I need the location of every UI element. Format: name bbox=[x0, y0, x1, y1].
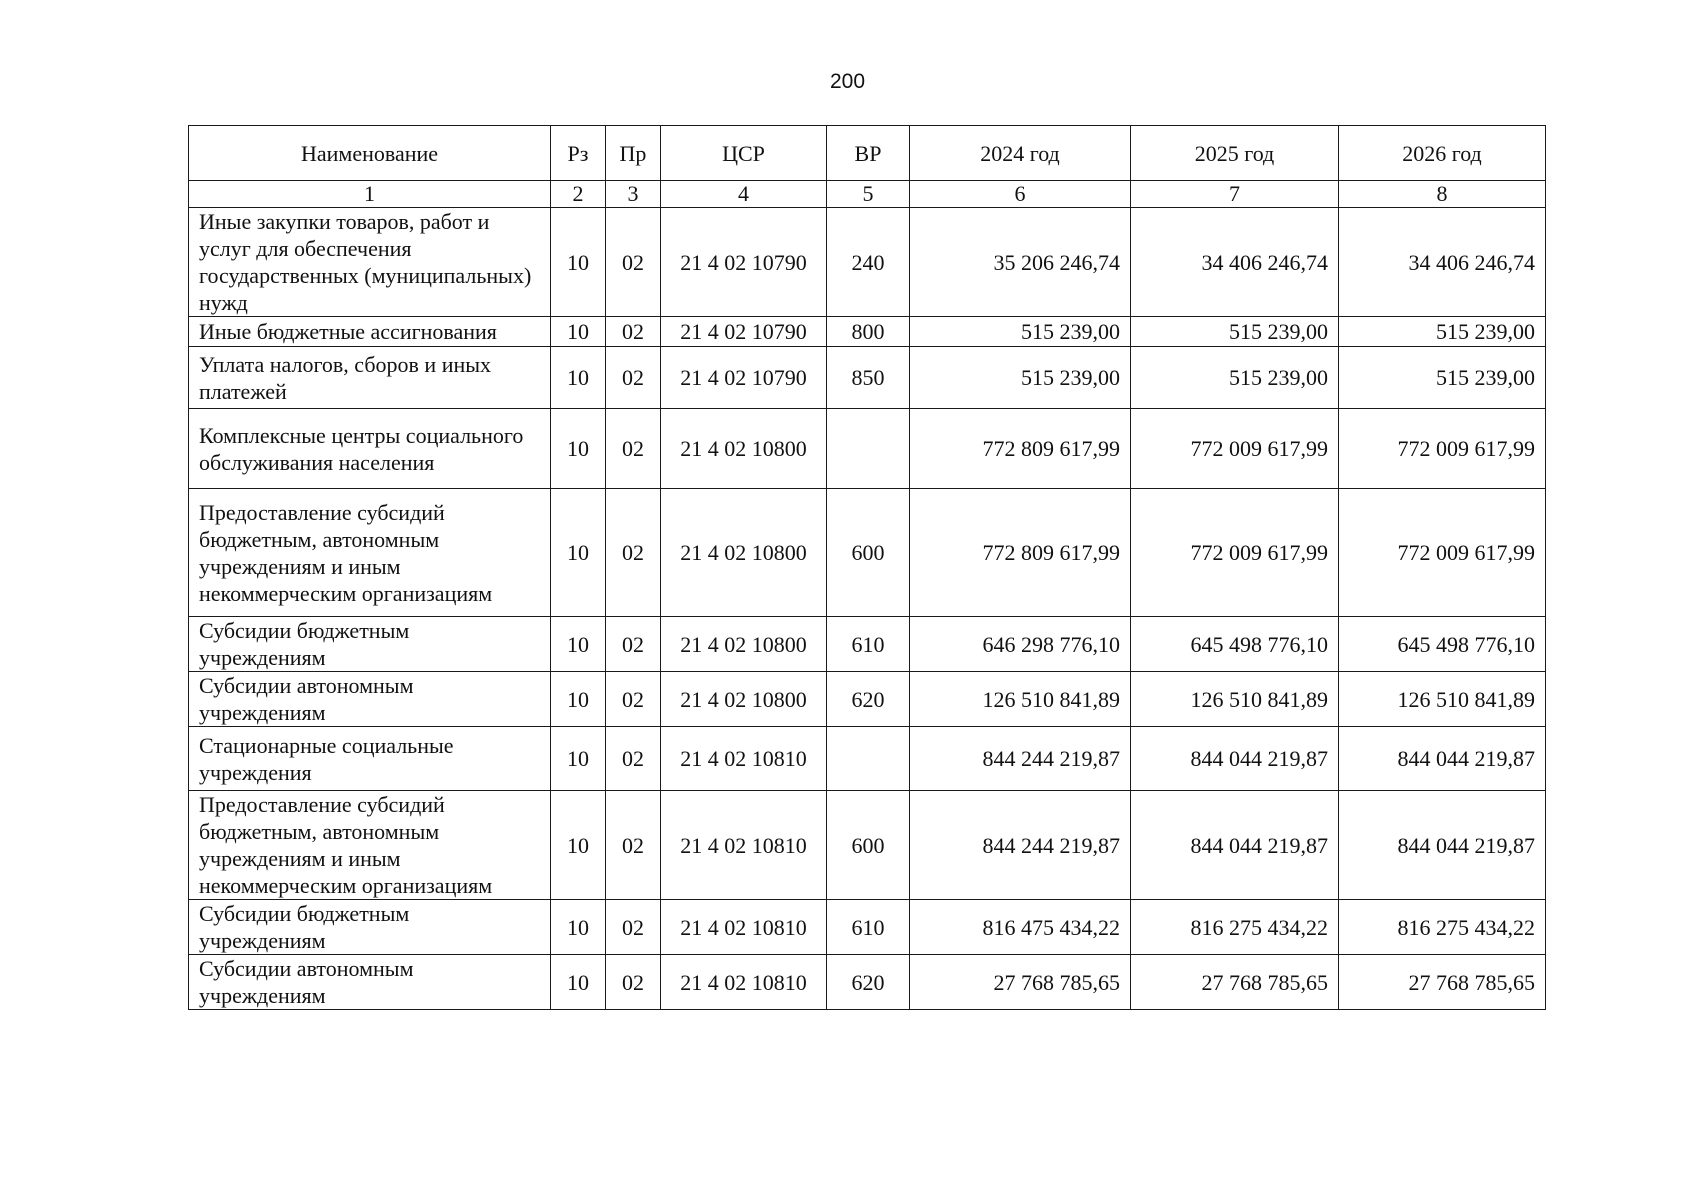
column-number: 4 bbox=[661, 181, 827, 208]
cell-2025: 27 768 785,65 bbox=[1131, 955, 1339, 1010]
cell-pr: 02 bbox=[606, 208, 661, 317]
header-csr: ЦСР bbox=[661, 126, 827, 181]
header-2024: 2024 год bbox=[910, 126, 1131, 181]
cell-2024: 515 239,00 bbox=[910, 317, 1131, 347]
cell-rz: 10 bbox=[551, 617, 606, 672]
cell-pr: 02 bbox=[606, 409, 661, 489]
cell-pr: 02 bbox=[606, 672, 661, 727]
header-2026: 2026 год bbox=[1339, 126, 1546, 181]
cell-rz: 10 bbox=[551, 672, 606, 727]
table-row bbox=[189, 208, 1546, 317]
cell-rz: 10 bbox=[551, 317, 606, 347]
cell-2024: 772 809 617,99 bbox=[910, 409, 1131, 489]
cell-vr bbox=[827, 727, 910, 791]
cell-vr: 600 bbox=[827, 489, 910, 617]
cell-vr: 800 bbox=[827, 317, 910, 347]
cell-vr: 610 bbox=[827, 900, 910, 955]
table-row bbox=[189, 489, 1546, 617]
cell-2024: 844 244 219,87 bbox=[910, 791, 1131, 900]
cell-pr: 02 bbox=[606, 317, 661, 347]
column-number: 2 bbox=[551, 181, 606, 208]
cell-csr: 21 4 02 10810 bbox=[661, 791, 827, 900]
cell-2026: 126 510 841,89 bbox=[1339, 672, 1546, 727]
cell-pr: 02 bbox=[606, 900, 661, 955]
cell-2024: 772 809 617,99 bbox=[910, 489, 1131, 617]
cell-2026: 27 768 785,65 bbox=[1339, 955, 1546, 1010]
cell-vr bbox=[827, 409, 910, 489]
cell-rz: 10 bbox=[551, 955, 606, 1010]
cell-name: Предоставление субсидий бюджетным, автономным учреждениям и иным некоммерческим организациям bbox=[189, 489, 551, 617]
cell-2026: 515 239,00 bbox=[1339, 317, 1546, 347]
cell-name: Предоставление субсидий бюджетным, автономным учреждениям и иным некоммерческим организациям bbox=[189, 791, 551, 900]
cell-2026: 34 406 246,74 bbox=[1339, 208, 1546, 317]
cell-rz: 10 bbox=[551, 347, 606, 409]
cell-name: Комплексные центры социального обслуживания населения bbox=[189, 409, 551, 489]
cell-2026: 816 275 434,22 bbox=[1339, 900, 1546, 955]
cell-pr: 02 bbox=[606, 955, 661, 1010]
cell-2024: 515 239,00 bbox=[910, 347, 1131, 409]
table-row bbox=[189, 955, 1546, 1010]
budget-table bbox=[188, 125, 1546, 1010]
header-pr: Пр bbox=[606, 126, 661, 181]
cell-2024: 844 244 219,87 bbox=[910, 727, 1131, 791]
cell-name: Иные закупки товаров, работ и услуг для обеспечения государственных (муниципальных) нужд bbox=[189, 208, 551, 317]
column-number-row bbox=[189, 181, 1546, 208]
cell-rz: 10 bbox=[551, 791, 606, 900]
cell-name: Иные бюджетные ассигнования bbox=[189, 317, 551, 347]
column-number: 8 bbox=[1339, 181, 1546, 208]
header-vr: ВР bbox=[827, 126, 910, 181]
cell-name: Субсидии автономным учреждениям bbox=[189, 672, 551, 727]
column-number: 1 bbox=[189, 181, 551, 208]
cell-pr: 02 bbox=[606, 727, 661, 791]
header-rz: Рз bbox=[551, 126, 606, 181]
cell-2025: 645 498 776,10 bbox=[1131, 617, 1339, 672]
cell-2026: 844 044 219,87 bbox=[1339, 791, 1546, 900]
cell-name: Субсидии бюджетным учреждениям bbox=[189, 617, 551, 672]
column-number: 5 bbox=[827, 181, 910, 208]
header-row bbox=[189, 126, 1546, 181]
table-row bbox=[189, 900, 1546, 955]
column-number: 3 bbox=[606, 181, 661, 208]
cell-vr: 620 bbox=[827, 955, 910, 1010]
cell-rz: 10 bbox=[551, 900, 606, 955]
cell-2024: 646 298 776,10 bbox=[910, 617, 1131, 672]
cell-csr: 21 4 02 10790 bbox=[661, 347, 827, 409]
cell-csr: 21 4 02 10800 bbox=[661, 672, 827, 727]
table-body bbox=[189, 208, 1546, 1010]
cell-2025: 772 009 617,99 bbox=[1131, 489, 1339, 617]
cell-rz: 10 bbox=[551, 409, 606, 489]
table-header bbox=[189, 126, 1546, 208]
cell-name: Субсидии автономным учреждениям bbox=[189, 955, 551, 1010]
cell-pr: 02 bbox=[606, 347, 661, 409]
cell-rz: 10 bbox=[551, 208, 606, 317]
cell-vr: 600 bbox=[827, 791, 910, 900]
cell-2025: 515 239,00 bbox=[1131, 317, 1339, 347]
table-row bbox=[189, 347, 1546, 409]
cell-vr: 610 bbox=[827, 617, 910, 672]
cell-2026: 772 009 617,99 bbox=[1339, 489, 1546, 617]
cell-name: Уплата налогов, сборов и иных платежей bbox=[189, 347, 551, 409]
cell-2026: 515 239,00 bbox=[1339, 347, 1546, 409]
cell-2025: 34 406 246,74 bbox=[1131, 208, 1339, 317]
cell-csr: 21 4 02 10800 bbox=[661, 489, 827, 617]
table-row bbox=[189, 791, 1546, 900]
cell-2025: 515 239,00 bbox=[1131, 347, 1339, 409]
cell-2024: 35 206 246,74 bbox=[910, 208, 1131, 317]
column-number: 7 bbox=[1131, 181, 1339, 208]
table-row bbox=[189, 617, 1546, 672]
cell-2025: 772 009 617,99 bbox=[1131, 409, 1339, 489]
table-row bbox=[189, 727, 1546, 791]
table-row bbox=[189, 672, 1546, 727]
header-2025: 2025 год bbox=[1131, 126, 1339, 181]
cell-rz: 10 bbox=[551, 727, 606, 791]
cell-2024: 126 510 841,89 bbox=[910, 672, 1131, 727]
cell-2024: 27 768 785,65 bbox=[910, 955, 1131, 1010]
cell-vr: 620 bbox=[827, 672, 910, 727]
cell-2025: 844 044 219,87 bbox=[1131, 791, 1339, 900]
cell-2025: 126 510 841,89 bbox=[1131, 672, 1339, 727]
cell-pr: 02 bbox=[606, 791, 661, 900]
cell-vr: 240 bbox=[827, 208, 910, 317]
table-row bbox=[189, 409, 1546, 489]
cell-csr: 21 4 02 10800 bbox=[661, 409, 827, 489]
cell-2025: 816 275 434,22 bbox=[1131, 900, 1339, 955]
cell-csr: 21 4 02 10810 bbox=[661, 727, 827, 791]
cell-name: Субсидии бюджетным учреждениям bbox=[189, 900, 551, 955]
cell-csr: 21 4 02 10800 bbox=[661, 617, 827, 672]
cell-2024: 816 475 434,22 bbox=[910, 900, 1131, 955]
cell-2025: 844 044 219,87 bbox=[1131, 727, 1339, 791]
cell-csr: 21 4 02 10790 bbox=[661, 208, 827, 317]
cell-2026: 844 044 219,87 bbox=[1339, 727, 1546, 791]
cell-vr: 850 bbox=[827, 347, 910, 409]
cell-pr: 02 bbox=[606, 489, 661, 617]
cell-pr: 02 bbox=[606, 617, 661, 672]
cell-rz: 10 bbox=[551, 489, 606, 617]
page-number: 200 bbox=[829, 70, 866, 93]
column-number: 6 bbox=[910, 181, 1131, 208]
cell-csr: 21 4 02 10810 bbox=[661, 900, 827, 955]
cell-2026: 645 498 776,10 bbox=[1339, 617, 1546, 672]
cell-csr: 21 4 02 10810 bbox=[661, 955, 827, 1010]
cell-name: Стационарные социальные учреждения bbox=[189, 727, 551, 791]
cell-csr: 21 4 02 10790 bbox=[661, 317, 827, 347]
cell-2026: 772 009 617,99 bbox=[1339, 409, 1546, 489]
table-row bbox=[189, 317, 1546, 347]
header-name: Наименование bbox=[189, 126, 551, 181]
